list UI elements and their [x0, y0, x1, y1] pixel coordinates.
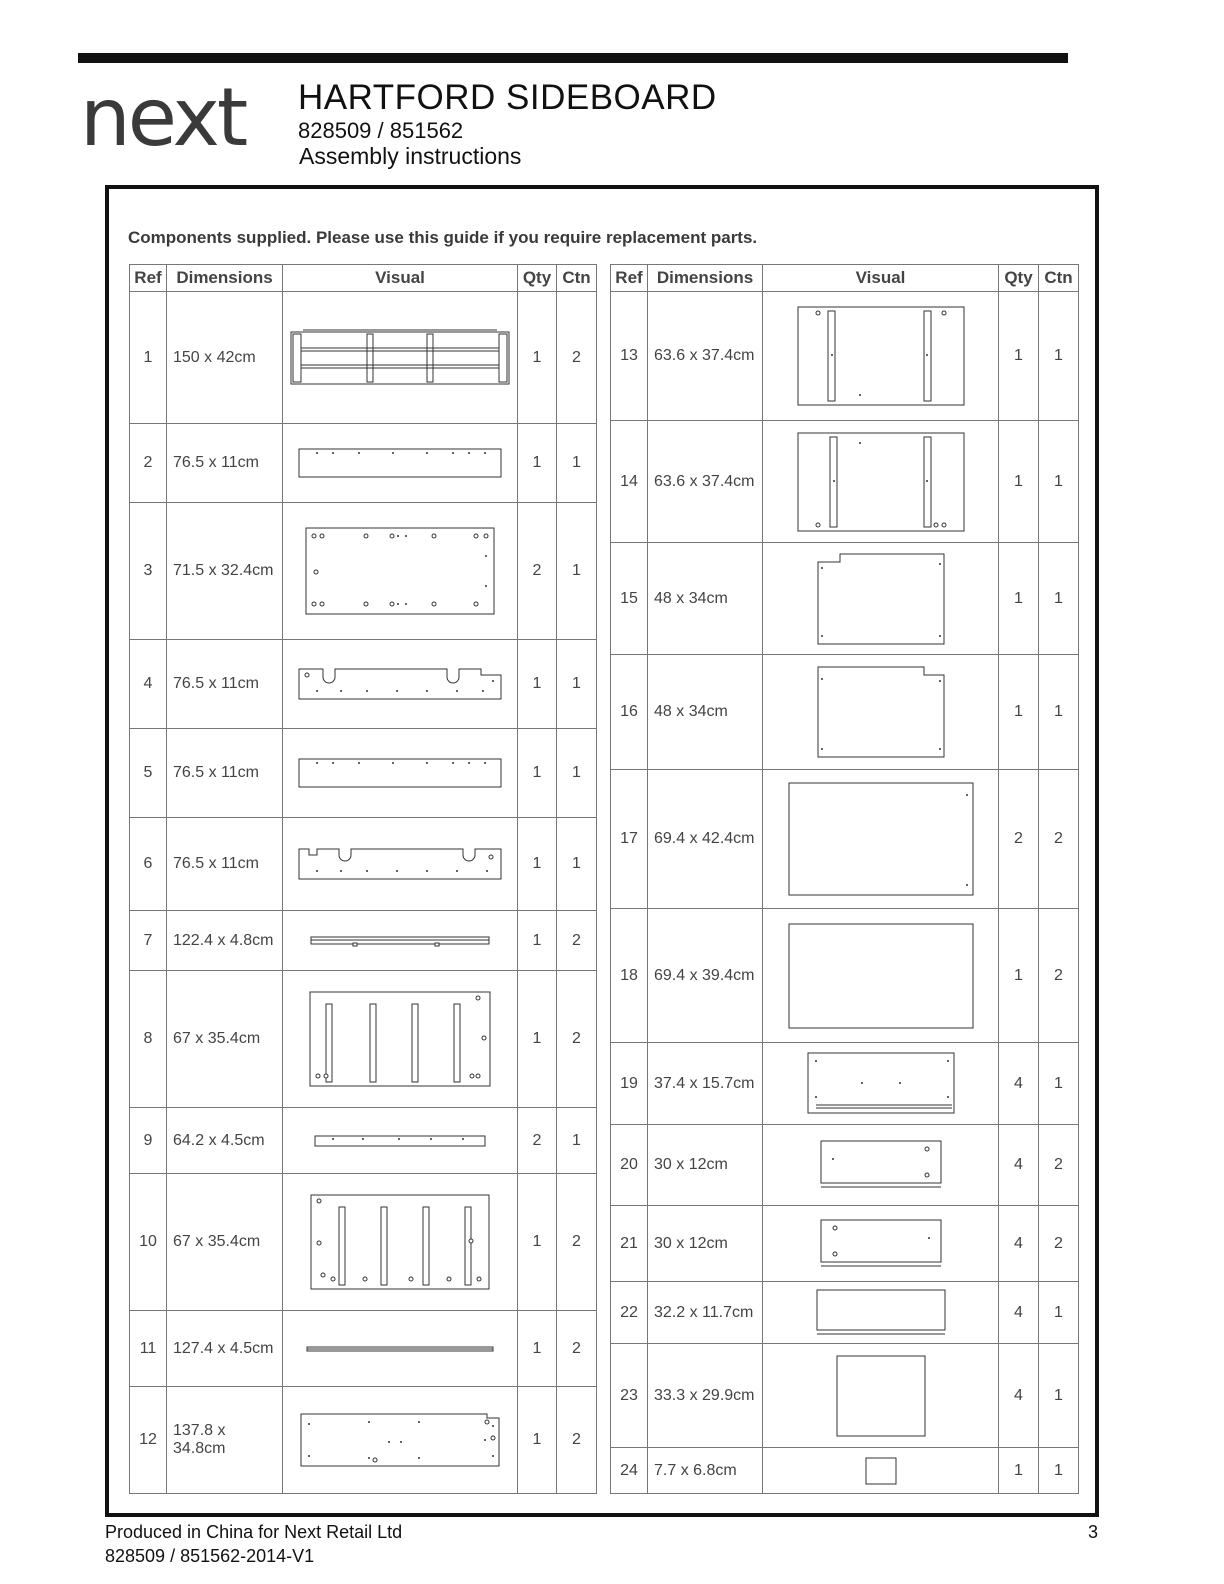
row-ctn: 1: [1039, 292, 1079, 421]
row-dimensions: 69.4 x 42.4cm: [648, 770, 763, 909]
row-dimensions: 76.5 x 11cm: [167, 729, 283, 818]
row-qty: 1: [999, 543, 1039, 655]
row-ref: 9: [130, 1108, 167, 1174]
table-row: [130, 1174, 597, 1311]
header-ctn: Ctn: [1039, 265, 1079, 292]
table-row: [611, 1043, 1079, 1125]
row-dimensions: 48 x 34cm: [648, 543, 763, 655]
row-visual-diagram: [763, 543, 999, 655]
row-visual-diagram: [283, 292, 518, 424]
row-ref: 10: [130, 1174, 167, 1311]
document-subtitle: Assembly instructions: [299, 143, 522, 169]
row-qty: 1: [999, 421, 1039, 543]
row-ctn: 1: [557, 424, 597, 503]
row-ctn: 1: [1039, 1043, 1079, 1125]
row-qty: 4: [999, 1043, 1039, 1125]
row-visual-diagram: [283, 1387, 518, 1494]
row-ctn: 1: [557, 1108, 597, 1174]
row-ref: 24: [611, 1448, 648, 1494]
row-ctn: 2: [557, 1311, 597, 1387]
row-visual-diagram: [763, 1043, 999, 1125]
table-row: [611, 1344, 1079, 1448]
row-ctn: 1: [1039, 421, 1079, 543]
row-ref: 2: [130, 424, 167, 503]
row-ctn: 1: [1039, 1448, 1079, 1494]
row-ref: 8: [130, 971, 167, 1108]
table-row: [130, 1387, 597, 1494]
row-qty: 1: [999, 292, 1039, 421]
components-table-right: [610, 264, 1079, 1494]
row-ctn: 2: [1039, 1125, 1079, 1206]
row-qty: 1: [518, 1311, 557, 1387]
row-qty: 1: [999, 655, 1039, 770]
row-visual-diagram: [283, 1311, 518, 1387]
row-dimensions: 67 x 35.4cm: [167, 1174, 283, 1311]
table-row: [611, 1206, 1079, 1282]
row-ctn: 2: [1039, 770, 1079, 909]
row-ctn: 1: [557, 640, 597, 729]
row-qty: 1: [518, 424, 557, 503]
row-dimensions: 32.2 x 11.7cm: [648, 1282, 763, 1344]
product-codes: 828509 / 851562: [298, 118, 464, 143]
row-dimensions: 127.4 x 4.5cm: [167, 1311, 283, 1387]
header-rule: [78, 53, 1068, 63]
row-qty: 1: [999, 1448, 1039, 1494]
row-ref: 22: [611, 1282, 648, 1344]
row-dimensions: 64.2 x 4.5cm: [167, 1108, 283, 1174]
row-visual-diagram: [763, 1344, 999, 1448]
row-visual-diagram: [283, 818, 518, 911]
row-visual-diagram: [283, 640, 518, 729]
row-ref: 23: [611, 1344, 648, 1448]
components-notice: Components supplied. Please use this guide if you require replacement parts.: [128, 228, 758, 247]
row-ctn: 1: [557, 729, 597, 818]
row-dimensions: 76.5 x 11cm: [167, 424, 283, 503]
row-ctn: 2: [557, 971, 597, 1108]
components-table-left: [129, 264, 597, 1494]
row-dimensions: 33.3 x 29.9cm: [648, 1344, 763, 1448]
row-visual-diagram: [763, 1125, 999, 1206]
row-visual-diagram: [283, 1174, 518, 1311]
table-row: [611, 655, 1079, 770]
row-visual-diagram: [763, 1448, 999, 1494]
row-qty: 2: [518, 1108, 557, 1174]
row-dimensions: 30 x 12cm: [648, 1206, 763, 1282]
table-row: [130, 1108, 597, 1174]
row-ref: 20: [611, 1125, 648, 1206]
row-dimensions: 67 x 35.4cm: [167, 971, 283, 1108]
row-visual-diagram: [763, 909, 999, 1043]
table-row: [611, 1448, 1079, 1494]
row-dimensions: 150 x 42cm: [167, 292, 283, 424]
row-ref: 7: [130, 911, 167, 971]
row-ref: 5: [130, 729, 167, 818]
row-dimensions: 137.8 x 34.8cm: [167, 1387, 283, 1494]
row-dimensions: 63.6 x 37.4cm: [648, 292, 763, 421]
document-title: HARTFORD SIDEBOARD: [298, 78, 717, 117]
header-qty: Qty: [999, 265, 1039, 292]
row-qty: 1: [518, 911, 557, 971]
row-dimensions: 30 x 12cm: [648, 1125, 763, 1206]
row-qty: 1: [518, 818, 557, 911]
table-row: [130, 640, 597, 729]
row-qty: 4: [999, 1125, 1039, 1206]
row-visual-diagram: [763, 770, 999, 909]
table-row: [130, 729, 597, 818]
header-ref: Ref: [130, 265, 167, 292]
table-header-row: [130, 265, 597, 292]
row-qty: 1: [518, 1387, 557, 1494]
row-ref: 15: [611, 543, 648, 655]
row-ctn: 2: [557, 292, 597, 424]
row-dimensions: 76.5 x 11cm: [167, 818, 283, 911]
row-ctn: 1: [1039, 1344, 1079, 1448]
table-row: [130, 911, 597, 971]
header-ctn: Ctn: [557, 265, 597, 292]
row-visual-diagram: [763, 421, 999, 543]
table-row: [130, 971, 597, 1108]
row-visual-diagram: [283, 971, 518, 1108]
table-header-row: [611, 265, 1079, 292]
row-qty: 1: [518, 1174, 557, 1311]
row-dimensions: 63.6 x 37.4cm: [648, 421, 763, 543]
table-row: [130, 292, 597, 424]
row-ref: 21: [611, 1206, 648, 1282]
table-row: [611, 543, 1079, 655]
row-ctn: 1: [1039, 655, 1079, 770]
table-row: [611, 421, 1079, 543]
row-qty: 2: [518, 503, 557, 640]
row-visual-diagram: [763, 292, 999, 421]
header-visual: Visual: [283, 265, 518, 292]
row-qty: 4: [999, 1282, 1039, 1344]
table-row: [130, 818, 597, 911]
row-dimensions: 7.7 x 6.8cm: [648, 1448, 763, 1494]
row-qty: 1: [518, 292, 557, 424]
row-qty: 1: [518, 729, 557, 818]
row-qty: 4: [999, 1206, 1039, 1282]
header-qty: Qty: [518, 265, 557, 292]
row-ctn: 2: [1039, 1206, 1079, 1282]
row-visual-diagram: [763, 655, 999, 770]
row-ref: 19: [611, 1043, 648, 1125]
table-row: [130, 1311, 597, 1387]
header-visual: Visual: [763, 265, 999, 292]
table-row: [611, 1282, 1079, 1344]
row-visual-diagram: [283, 424, 518, 503]
footer-produced: Produced in China for Next Retail Ltd: [105, 1522, 403, 1542]
row-visual-diagram: [763, 1206, 999, 1282]
row-ctn: 2: [557, 911, 597, 971]
header-ref: Ref: [611, 265, 648, 292]
row-ref: 16: [611, 655, 648, 770]
table-row: [611, 909, 1079, 1043]
row-visual-diagram: [763, 1282, 999, 1344]
row-dimensions: 71.5 x 32.4cm: [167, 503, 283, 640]
row-qty: 1: [999, 909, 1039, 1043]
row-ctn: 1: [557, 503, 597, 640]
row-dimensions: 122.4 x 4.8cm: [167, 911, 283, 971]
row-ctn: 2: [557, 1174, 597, 1311]
row-ref: 1: [130, 292, 167, 424]
next-logo: next: [80, 71, 246, 164]
row-qty: 4: [999, 1344, 1039, 1448]
header-dimensions: Dimensions: [648, 265, 763, 292]
page-number: 3: [1088, 1522, 1099, 1542]
header-dimensions: Dimensions: [167, 265, 283, 292]
row-qty: 1: [518, 640, 557, 729]
row-ctn: 2: [1039, 909, 1079, 1043]
table-row: [611, 770, 1079, 909]
row-ref: 4: [130, 640, 167, 729]
row-ctn: 2: [557, 1387, 597, 1494]
row-ref: 6: [130, 818, 167, 911]
row-dimensions: 76.5 x 11cm: [167, 640, 283, 729]
row-dimensions: 69.4 x 39.4cm: [648, 909, 763, 1043]
footer-code: 828509 / 851562-2014-V1: [105, 1546, 315, 1566]
table-row: [611, 1125, 1079, 1206]
row-dimensions: 48 x 34cm: [648, 655, 763, 770]
row-visual-diagram: [283, 911, 518, 971]
row-visual-diagram: [283, 729, 518, 818]
row-qty: 1: [518, 971, 557, 1108]
row-ctn: 1: [557, 818, 597, 911]
row-ref: 3: [130, 503, 167, 640]
row-ref: 13: [611, 292, 648, 421]
row-ctn: 1: [1039, 1282, 1079, 1344]
row-qty: 2: [999, 770, 1039, 909]
row-ref: 12: [130, 1387, 167, 1494]
row-ref: 17: [611, 770, 648, 909]
row-visual-diagram: [283, 1108, 518, 1174]
table-row: [611, 292, 1079, 421]
row-visual-diagram: [283, 503, 518, 640]
row-ref: 18: [611, 909, 648, 1043]
row-ctn: 1: [1039, 543, 1079, 655]
table-row: [130, 503, 597, 640]
row-dimensions: 37.4 x 15.7cm: [648, 1043, 763, 1125]
row-ref: 11: [130, 1311, 167, 1387]
row-ref: 14: [611, 421, 648, 543]
table-row: [130, 424, 597, 503]
